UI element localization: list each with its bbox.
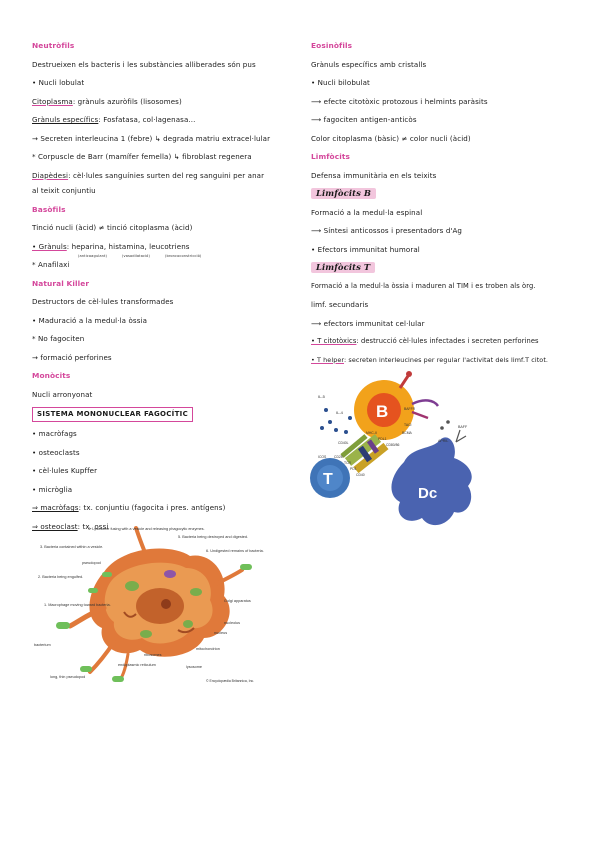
- label-er: endoplasmic reticulum: [118, 663, 156, 667]
- cd40l-label: CD40L: [338, 441, 349, 445]
- neutrofils-line-1: Destrueixen els bacteris i les substàncies alliberades són pus: [32, 59, 256, 69]
- macrofags-term: ⇒ macròfags: [32, 503, 79, 512]
- neutrofils-line-6: * Corpuscle de Barr (mamífer femella) ↳ fibroblast regenera: [32, 152, 252, 161]
- smf-heading-line: [32, 407, 304, 428]
- citoplasma-term: Citoplasma: [32, 96, 73, 106]
- tcr-label: TCR: [344, 461, 351, 465]
- limf-b-line-2: ⟶ Síntesi anticossos i presentadors d'Ag: [311, 226, 463, 235]
- eos-line-4: ⟶ fagociten antigen-anticòs: [311, 115, 417, 124]
- monocits-heading: Monòcits: [32, 371, 71, 380]
- baffr-label: BAFFR: [404, 407, 416, 411]
- label-mitochondrion: mitochondrion: [196, 647, 220, 651]
- il4-label: IL-4: [336, 410, 343, 415]
- smf-line-3: • cèl·lules Kupffer: [32, 466, 98, 475]
- label-1: 1. Macrophage moving toward bacteria.: [44, 603, 111, 607]
- eos-line-2: • Nucli bilobulat: [311, 78, 370, 87]
- granuls-especifics-def: : Fosfatasa, col·lagenasa...: [98, 115, 196, 124]
- il5-label: IL-5: [318, 394, 325, 399]
- t-helper-def: : secreten interleucines per regular l'activitat dels limf.T citot.: [344, 355, 549, 364]
- smf-heading: SISTEMA MONONUCLEAR FAGOCÍTIC: [32, 407, 193, 422]
- eos-line-1: Grànuls específics amb cristalls: [311, 59, 427, 69]
- basofils-heading: Basòfils: [32, 204, 66, 214]
- dendritic-cell: [391, 437, 471, 525]
- label-pseudopod: pseudopod: [82, 561, 101, 565]
- label-2: 2. Bacteria being engulfed.: [38, 575, 84, 579]
- diapedesi-term: Diapèdesi: [32, 170, 69, 180]
- limf-b-heading-line: [311, 188, 587, 207]
- osteoclast-def: : tx. ossi: [77, 521, 109, 531]
- immune-cells-figure: [308, 366, 484, 536]
- basofils-line-1: Tinció nucli (àcid) ≠ tinció citoplasma (àcid): [32, 223, 193, 232]
- neutrofils-line-5: → Secreten interleucina 1 (febre) ↳ degrada matriu extracel·lular: [32, 133, 271, 143]
- osteoclast-term: ⇒ osteoclast: [32, 521, 78, 531]
- macrofags-def: : tx. conjuntiu (fagocita i pres. antígens): [78, 503, 226, 512]
- left-column: [32, 40, 304, 539]
- smf-line-5: [32, 502, 304, 521]
- vasodilatacio-note: (vasodilatació): [122, 253, 150, 258]
- b-cell-label: B: [376, 402, 389, 421]
- limfocits-b-heading: Limfòcits B: [311, 188, 376, 199]
- limf-t-line-3: ⟶ efectors immunitat cel·lular: [311, 318, 425, 328]
- nk-line-2: • Maduració a la medul·la òssia: [32, 315, 148, 325]
- bcma-label: BCMA: [402, 431, 412, 435]
- granuls-def: : heparina, histamina, leucotriens: [66, 241, 190, 251]
- limf-t-line-4: [311, 336, 587, 355]
- label-3: 3. Bacteria contained within a vesicle.: [40, 545, 104, 549]
- eos-line-5: Color citoplasma (bàsic) ≠ color nucli (àcid): [311, 133, 471, 143]
- cd40-label: CD40: [356, 473, 365, 477]
- limf-t-line-1: Formació a la medul·la òssia i maduren al TIM i es troben als òrg.: [311, 281, 536, 290]
- limf-b-line-1: Formació a la medul·la espinal: [311, 207, 423, 217]
- neutrofils-line-7: [32, 170, 304, 186]
- limf-b-line-3: • Efectors immunitat humoral: [311, 244, 420, 254]
- smf-line-4: • micròglia: [32, 484, 73, 494]
- april-label: APRIL: [438, 439, 449, 443]
- cd80-label: CD80/86: [386, 443, 400, 447]
- smf-line-1: • macròfags: [32, 429, 77, 438]
- right-column: [311, 40, 587, 373]
- basofils-line-2: [32, 241, 304, 260]
- pd1-label: PD1: [350, 467, 357, 471]
- t-citotoxics-def: : destrucció cèl·lules infectades i secreten perforines: [356, 337, 539, 345]
- label-long-pseudopod: long, thin pseudopod: [50, 675, 86, 679]
- anticoagulant-note: (anticoagulant): [78, 253, 108, 258]
- nk-line-3: * No fagociten: [32, 334, 85, 343]
- dc-label: Dc: [418, 485, 438, 502]
- t-citotoxics-term: • T citotòxics: [311, 337, 357, 345]
- bacterium-1: [56, 622, 70, 629]
- limf-t-heading-line: [311, 262, 587, 281]
- taci-label: TACI: [404, 423, 412, 427]
- limfocits-t-heading: Limfòcits T: [311, 262, 375, 273]
- natural-killer-heading: Natural Killer: [32, 278, 90, 288]
- label-bacterium: bacterium: [34, 643, 51, 647]
- label-nucleolus: nucleolus: [224, 621, 241, 625]
- pdl1-label: PDL1: [378, 437, 387, 441]
- eos-line-3: ⟶ efecte citotòxic protozous i helmints paràsits: [311, 96, 488, 106]
- copyright-label: © Encyclopædia Britannica, Inc.: [206, 679, 255, 683]
- label-nucleus: nucleus: [214, 631, 228, 635]
- limfocits-heading: Limfòcits: [311, 152, 350, 161]
- icos-label: ICOS: [318, 455, 327, 459]
- neutrofils-line-8: al teixit conjuntiu: [32, 186, 96, 195]
- label-ribosomes: ribosomes: [144, 653, 162, 657]
- label-4: 4. Lysosome fusing with a vesicle and releasing phagocytic enzymes.: [88, 527, 205, 531]
- limf-t-line-2: limf. secundaris: [311, 300, 369, 309]
- nk-line-4: → formació perforines: [32, 352, 112, 362]
- label-lysosome: lysosome: [186, 665, 203, 669]
- nucleus: [136, 588, 184, 624]
- limf-line-1: Defensa immunitària en els teixits: [311, 170, 437, 180]
- baff-label: BAFF: [458, 425, 468, 429]
- nk-line-1: Destructors de cèl·lules transformades: [32, 297, 174, 306]
- monocits-line-1: Nucli arronyonat: [32, 389, 93, 399]
- t-cell-label: T: [323, 471, 333, 488]
- neutrofils-line-2: • Nucli lobulat: [32, 78, 85, 87]
- granuls-especifics-term: Grànuls específics: [32, 115, 99, 124]
- t-helper-term: • T helper: [311, 355, 344, 364]
- eosinofils-heading: Eosinòfils: [311, 41, 353, 50]
- label-5: 5. Bacteria being destroyed and digested.: [178, 535, 249, 539]
- basofils-line-3: * Anafilaxi: [32, 260, 70, 269]
- label-6: 6. Undigested remains of bacteria.: [206, 549, 264, 553]
- neutrofils-heading: Neutròfils: [32, 41, 75, 50]
- cd28-label: CD28: [334, 455, 343, 459]
- smf-line-2: • osteoclasts: [32, 447, 80, 457]
- citoplasma-def: : grànuls azuròfils (lisosomes): [72, 96, 182, 106]
- diapedesi-def: : cèl·lules sanguínies surten del reg sanguini per anar: [68, 170, 265, 180]
- macrophage-figure: [28, 522, 288, 688]
- broncoconstriccio-note: (broncoconstricció): [165, 253, 202, 258]
- label-golgi: Golgi apparatus: [224, 599, 251, 603]
- neutrofils-line-4: [32, 114, 304, 133]
- mhc-label: MHC-II: [366, 431, 377, 435]
- neutrofils-line-3: [32, 96, 304, 115]
- granuls-term: • Grànuls: [32, 241, 67, 251]
